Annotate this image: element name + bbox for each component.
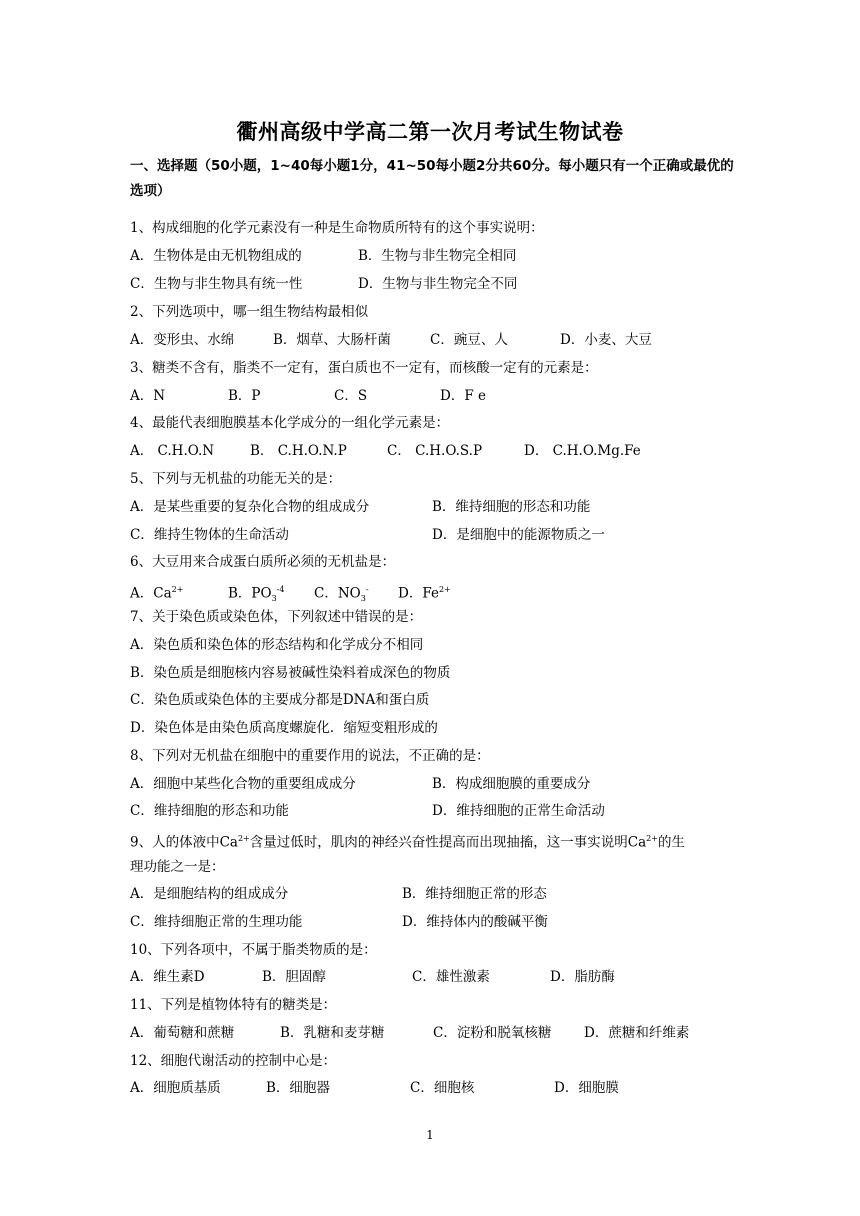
option-a: A．变形虫、水绵 — [130, 332, 235, 348]
option-b: B．生物与非生物完全相同 — [358, 248, 517, 264]
question-7: 7、关于染色质或染色体，下列叙述中错误的是： — [130, 609, 423, 625]
option-d: D．是细胞中的能源物质之一 — [432, 527, 605, 543]
option-c: C．淀粉和脱氧核糖 — [433, 1025, 552, 1041]
page-title: 衢州高级中学高二第一次月考试生物试卷 — [236, 120, 624, 144]
question-2: 2、下列选项中，哪一组生物结构最相似 — [130, 304, 369, 320]
question-12: 12、细胞代谢活动的控制中心是： — [130, 1053, 337, 1069]
option-b: B．构成细胞膜的重要成分 — [432, 776, 591, 792]
option-d: D．F e — [440, 388, 486, 404]
question-6-options — [130, 580, 451, 609]
option-c: C．维持生物体的生命活动 — [130, 527, 289, 543]
question-11-options — [130, 1023, 689, 1043]
question-1: 1、构成细胞的化学元素没有一种是生命物质所特有的这个事实说明： — [130, 220, 544, 236]
option-d: D．生物与非生物完全不同 — [358, 276, 518, 292]
question-5-options-row1 — [130, 497, 590, 517]
question-9: 9、人的体液中$Ca^{2+}$含量过低时，肌肉的神经兴奋性提高而出现抽搐，这一事实说明$Ca^{2+}$的生 — [130, 834, 685, 851]
option-b: B．细胞器 — [266, 1080, 330, 1096]
question-9-options-row1 — [130, 884, 547, 904]
option-a: A．是细胞结构的组成成分 — [130, 886, 289, 902]
option-c: C．维持细胞的形态和功能 — [130, 803, 289, 819]
option-b: B．维持细胞的形态和功能 — [432, 499, 591, 515]
option-c: C．染色质或染色体的主要成分都是DNA和蛋白质 — [130, 692, 430, 708]
question-8: 8、下列对无机盐在细胞中的重要作用的说法，不正确的是： — [130, 748, 490, 764]
option-a: A．维生素D — [130, 969, 205, 985]
question-4: 4、最能代表细胞膜基本化学成分的一组化学元素是： — [130, 415, 450, 431]
option-d: D．蔗糖和纤维素 — [584, 1025, 690, 1041]
option-c: C． C.H.O.S.P — [387, 443, 483, 459]
page-number: 1 — [426, 1128, 434, 1142]
question-10: 10、下列各项中，不属于脂类物质的是： — [130, 942, 377, 958]
question-6: 6、大豆用来合成蛋白质所必须的无机盐是： — [130, 554, 396, 570]
option-d: D．脂肪酶 — [550, 969, 615, 985]
question-9-options-row2 — [130, 912, 548, 932]
option-a: A．是某些重要的复杂化合物的组成成分 — [130, 499, 370, 515]
option-a: A．生物体是由无机物组成的 — [130, 248, 302, 264]
option-a: A．染色质和染色体的形态结构和化学成分不相同 — [130, 637, 424, 653]
question-10-options — [130, 967, 615, 987]
option-d: D．小麦、大豆 — [560, 332, 652, 348]
option-a: A．N — [130, 388, 166, 404]
option-d: D．染色体是由染色质高度螺旋化．缩短变粗形成的 — [130, 720, 438, 736]
option-b: B．$PO_3^{-4}$ — [228, 585, 285, 604]
option-a: A．细胞中某些化合物的重要组成成分 — [130, 776, 356, 792]
option-b: B．乳糖和麦芽糖 — [280, 1025, 385, 1041]
question-12-options — [130, 1078, 619, 1098]
option-d: D．细胞膜 — [554, 1080, 619, 1096]
option-c: C．雄性激素 — [412, 969, 490, 985]
question-1-options-row1 — [130, 246, 516, 266]
question-5: 5、下列与无机盐的功能无关的是： — [130, 471, 342, 487]
question-9-continued: 理功能之一是： — [130, 859, 225, 875]
option-b: B．烟草、大肠杆菌 — [273, 332, 391, 348]
option-d: D．维持细胞的正常生命活动 — [432, 803, 605, 819]
option-c: C．$NO_3^-$ — [314, 585, 369, 604]
option-b: B．染色质是细胞核内容易被碱性染料着成深色的物质 — [130, 665, 451, 681]
option-a: A．$Ca^{2+}$ — [130, 585, 184, 602]
question-2-options — [130, 330, 652, 350]
option-d: D．维持体内的酸碱平衡 — [402, 914, 548, 930]
option-c: C．细胞核 — [410, 1080, 475, 1096]
option-a: A．细胞质基质 — [130, 1080, 221, 1096]
option-c: C．豌豆、人 — [430, 332, 508, 348]
question-11: 11、下列是植物体特有的糖类是： — [130, 997, 337, 1013]
section-heading: 一、选择题（50小题，1~40每小题1分，41~50每小题2分共60分。每小题只有一个正确或最优的选项） — [130, 158, 734, 199]
option-d: D． C.H.O.Mg.Fe — [524, 443, 641, 459]
question-3-options — [130, 386, 486, 406]
option-c: C．生物与非生物具有统一性 — [130, 276, 303, 292]
option-c: C．维持细胞正常的生理功能 — [130, 914, 303, 930]
option-d: D．$Fe^{2+}$ — [398, 585, 451, 602]
question-1-options-row2 — [130, 274, 517, 294]
question-4-options — [130, 441, 641, 461]
option-b: B．胆固醇 — [262, 969, 326, 985]
question-5-options-row2 — [130, 525, 605, 545]
option-a: A． C.H.O.N — [130, 443, 215, 459]
option-a: A．葡萄糖和蔗糖 — [130, 1025, 235, 1041]
option-b: B． C.H.O.N.P — [250, 443, 347, 459]
question-8-options-row1 — [130, 774, 590, 794]
option-b: B．维持细胞正常的形态 — [402, 886, 547, 902]
option-c: C．S — [334, 388, 368, 404]
question-8-options-row2 — [130, 801, 605, 821]
option-b: B．P — [228, 388, 261, 404]
question-3: 3、糖类不含有，脂类不一定有，蛋白质也不一定有，而核酸一定有的元素是： — [130, 360, 598, 376]
